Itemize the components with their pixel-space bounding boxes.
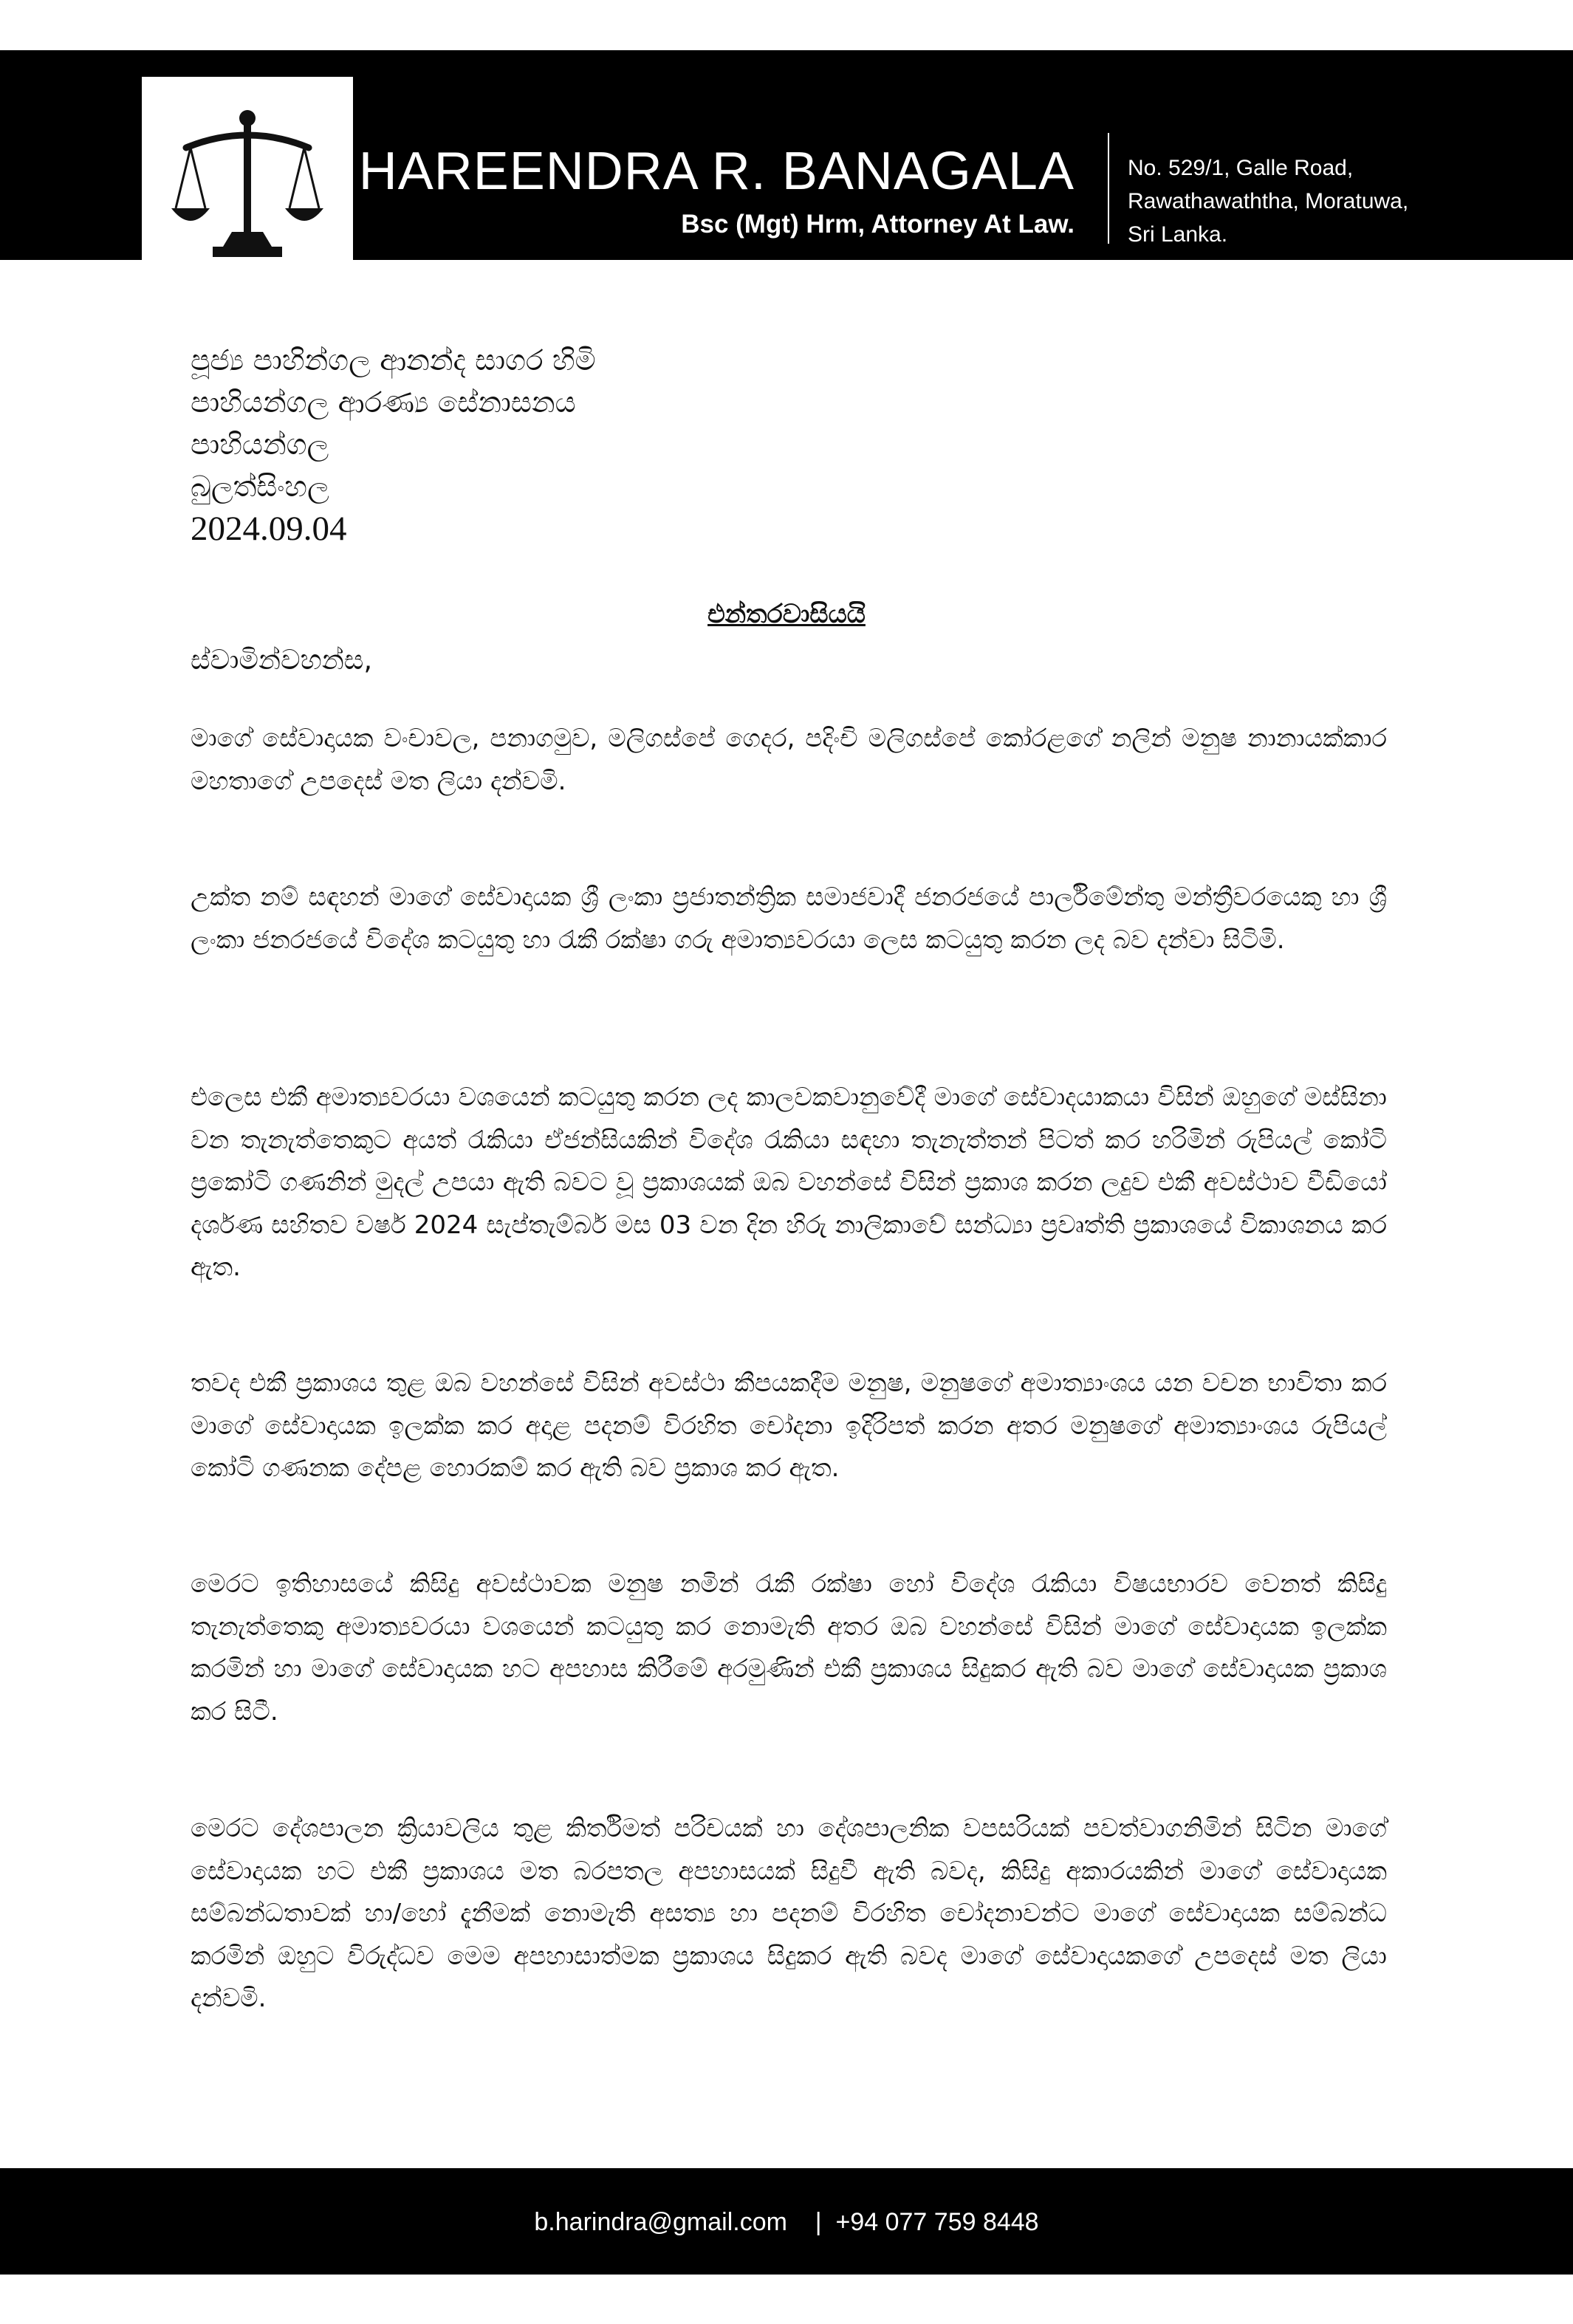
recipient-line: පාහියන්ගල ආරණ්‍ය සේනාසනය xyxy=(191,386,576,419)
recipient-address xyxy=(191,340,596,550)
logo-badge xyxy=(142,77,353,321)
paragraph-6: මෙරට දේශපාලන ක්‍රියාවලිය තුළ කිර්තිමත් පරිචයක් හා දේශපාලනික වපසරියක් පවත්වාගනිමින් සිටින මාගේ සේවාදායක හට එකී ප්‍රකාශය මත බරපතල අපහාසයක් සිදුවී ඇති බවද, කිසිදු අකාරයකින් මාගේ සේවාදායක සම්බන්ධතාවක් හා/හෝ දැනීමක් නොමැති අසත්‍ය හා පදනම් විරහිත චෝදනාවන්ට මාගේ සේවාදායක සම්බන්ධ කරමින් ඔහුට විරුද්ධව මෙම අපහාසාත්මක ප්‍රකාශය සිදුකර ඇති බවද මාගේ සේවාදායකගේ උපදෙස් මත ලියා දන්වමි. xyxy=(191,1814,1387,2013)
paragraph-3: එලෙස එකී අමාත්‍යවරයා වශයෙන් කටයුතු කරන ලද කාලවකවානුවේදී මාගේ සේවාදයාකයා විසින් ඔහුගේ මස්සිනා වන තැනැත්තෙකුට අයත් රැකියා ඒජන්සියකින් විදේශ රැකියා සඳහා තැනැත්තන් පිටත් කර හරිමින් රුපියල් කෝටි ප්‍රකෝටි ගණනින් මුදල් උපයා ඇති බවට වූ ප්‍රකාශයක් ඔබ වහන්සේ විසින් ප්‍රකාශ කරන ලදුව එකී අවස්ථාව වීඩියෝ දර්ශණ සහිතව වර්ෂ 2024 සැප්තැම්බර් මස 03 වන දින හිරු නාලිකාවේ සන්ධ්‍යා ප්‍රවෘත්ති ප්‍රකාශයේ විකාශනය කර ඇත. xyxy=(191,1083,1387,1282)
header-divider xyxy=(1108,133,1109,244)
paragraph-1: මාගේ සේවාදායක වංචාවල, පනාගමුව, මලිගස්පේ ගෙදර, පදිංචි මලිගස්පේ කෝරළගේ නලින් මනුෂ නානායක්කාර මහතාගේ උපදෙස් මත ලියා දන්වමි. xyxy=(191,724,1387,796)
paragraph-5: මෙරට ඉතිහාසයේ කිසිදු අවස්ථාවක මනුෂ නමින් රැකී රක්ෂා හෝ විදේශ රැකියා විෂයභාරව වෙනත් කිසිදු තැනැත්තෙකු අමාත්‍යවරයා වශයෙන් කටයුතු කර නොමැති අතර ඔබ වහන්සේ විසින් මාගේ සේවාදායක ඉලක්ක කරමින් හා මාගේ සේවාදායක හට අපහාස කිරීමේ අරමුණින් එකී ප්‍රකාශය සිදුකර ඇති බව මාගේ සේවාදායක ප්‍රකාශ කර සිටී. xyxy=(191,1569,1387,1727)
attorney-credentials: Bsc (Mgt) Hrm, Attorney At Law. xyxy=(681,210,1075,239)
address-line: Sri Lanka. xyxy=(1128,222,1228,247)
attorney-name: HAREENDRA R. BANAGALA xyxy=(358,142,1075,201)
salutation: ස්වාමින්වහන්ස, xyxy=(191,644,373,676)
footer-separator: | xyxy=(815,2208,822,2236)
letterhead-name-block xyxy=(358,142,1075,239)
recipient-line: බුලත්සිංහල xyxy=(191,470,329,504)
office-address xyxy=(1128,151,1408,251)
paragraph-2: උක්ත නම් සඳහන් මාගේ සේවාදායක ශ්‍රී ලංකා ප්‍රජාතන්ත්‍රික සමාජවාදී ජනරජයේ පාර්ලිමේන්තු මන්ත්‍රීවරයෙකු හා ශ්‍රී ලංකා ජනරජයේ විදේශ කටයුතු හා රැකී රක්ෂා ගරු අමාත්‍යවරයා ලෙස කටයුතු කරන ලද බව දන්වා සිටිමි. xyxy=(191,882,1387,955)
paragraph-4: තවද එකී ප්‍රකාශය තුළ ඔබ වහන්සේ විසින් අවස්ථා කීපයකදීම මනුෂ, මනුෂගේ අමාත්‍යාංශය යන වචන භාවිතා කර මාගේ සේවාදායක ඉලක්ක කර අදාළ පදනම් විරහිත චෝදනා ඉදිරිපත් කරන අතර මනුෂගේ අමාත්‍යාංශය රුපියල් කෝටි ගණනක දේපළ හොරකම් කර ඇති බව ප්‍රකාශ කර ඇත. xyxy=(191,1368,1387,1483)
footer-contact xyxy=(0,2208,1573,2237)
recipient-line: පූජ්‍ය පාහින්ගල ආනන්ද සාගර හිමි xyxy=(191,344,596,377)
letter-date: 2024.09.04 xyxy=(191,510,347,548)
address-line: No. 529/1, Galle Road, xyxy=(1128,156,1354,180)
footer-email: b.harindra@gmail.com xyxy=(534,2208,787,2236)
footer-phone: +94 077 759 8448 xyxy=(835,2208,1039,2236)
recipient-line: පාහියන්ගල xyxy=(191,428,329,462)
address-line: Rawathawaththa, Moratuwa, xyxy=(1128,189,1409,213)
letter-subject: එන්තරවාසියයි xyxy=(707,600,866,629)
